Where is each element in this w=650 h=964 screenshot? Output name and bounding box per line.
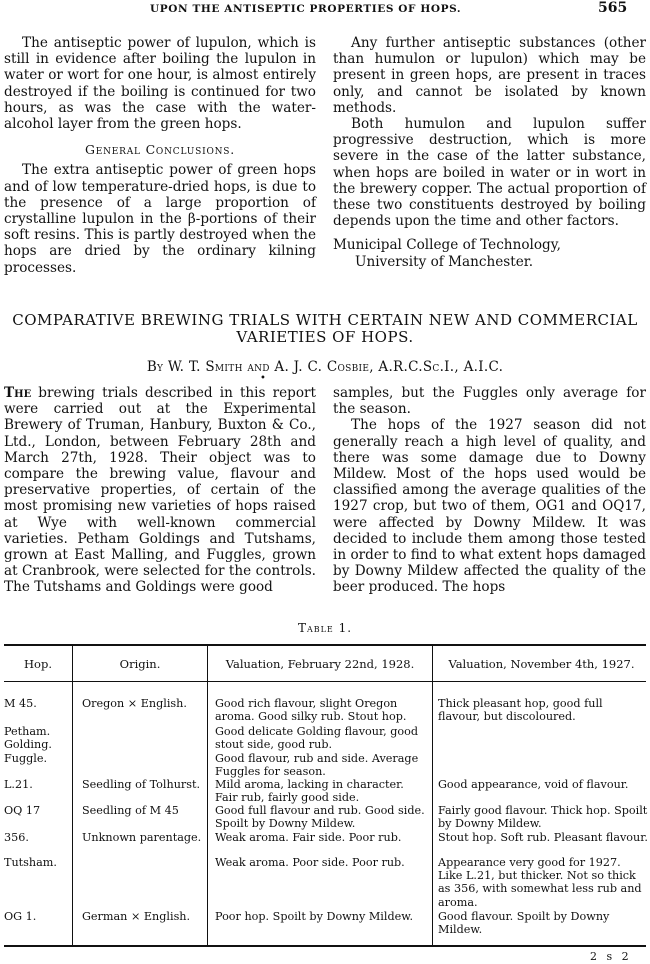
cell-valuation-feb: Good rich flavour, slight Oregon aroma. Good silky rub. Stout hop. [215,697,407,724]
lupulon-paragraph: The antiseptic power of lupulon, which is still in evidence after boiling the lupulon in water or wort for one hour, is almost entirely destroyed if the boiling is continued for two hours, as was the case with the water-alcohol layer from the green hops. [4,35,316,133]
cell-valuation-nov: Good flavour. Spoilt by Downy Mildew. [438,910,610,937]
article-left-column [4,385,316,596]
table-bottom-rule [4,945,646,947]
intro-paragraph: The brewing trials described in this report were carried out at the Experimental Brewery of Truman, Hanbury, Buxton & Co., Ltd., London, between February 28th and March 27th, 1928. Their object was to compare the brewing value, flavour and preservative properties, of certain of the most promising new varieties of hops raised at Wye with well-known commercial varieties. Petham Goldings and Tutshams, grown at East Malling, and Fuggles, grown at Cranbrook, were selected for the controls. The Tutshams and Goldings were good [4,385,316,596]
cell-hop: OG 1. [4,910,37,923]
cell-hop: Tutsham. [4,856,57,869]
cell-valuation-nov: Thick pleasant hop, good full flavour, but discoloured. [438,697,603,724]
cell-origin: Oregon × English. [82,697,187,710]
cell-hop: 356. [4,831,29,844]
cell-hop: Petham. Golding. [4,725,52,752]
section-heading: General Conclusions. [84,142,236,158]
article-right-column [333,385,646,596]
cell-valuation-feb: Good delicate Golding flavour, good stout side, good rub. [215,725,419,752]
destruction-paragraph: Both humulon and lupulon suffer progressive destruction, which is more severe in the case of the latter substance, when hops are boiled in water or in wort in the brewery copper. The actual proportion of these two constituents destroyed by boiling depends upon the time and other factors. [333,116,646,230]
cell-valuation-nov: Appearance very good for 1927. Like L.21, but thicker. Not so thick as 356, with somewhat less rub and aroma. [438,856,642,909]
header-valuation-feb: Valuation, February 22nd, 1928. [225,657,415,671]
header-origin: Origin. [119,657,161,671]
column-divider [207,645,208,945]
page-number: 565 [598,0,628,16]
cell-hop: L.21. [4,778,33,791]
table-title: Table 1. [297,621,353,635]
cell-valuation-nov: Good appearance, void of flavour. [438,778,629,791]
print-dot: • [260,373,266,384]
table-top-rule [4,644,646,646]
lead-word: The [4,385,32,401]
cell-hop: Fuggle. [4,752,48,765]
signature-mark: 2 s 2 [590,950,632,963]
antiseptic-substances-paragraph: Any further antiseptic substances (other than humulon or lupulon) which may be present in green hops, are present in traces only, and cannot be isolated by known methods. [333,35,646,116]
table-header-rule [4,681,646,682]
cell-valuation-feb: Mild aroma, lacking in character. Fair rub, fairly good side. [215,778,404,805]
cell-valuation-feb: Weak aroma. Fair side. Poor rub. [215,831,402,844]
column-divider [432,645,433,945]
cell-valuation-feb: Good full flavour and rub. Good side. Spoilt by Downy Mildew. [215,804,425,831]
header-valuation-nov: Valuation, November 4th, 1927. [448,657,635,671]
header-hop: Hop. [24,657,52,671]
samples-paragraph: samples, but the Fuggles only average for the season. [333,385,646,418]
conclusion-paragraph: The extra antiseptic power of green hops and of low temperature-dried hops, is due to the presence of a large proportion of crystalline lupulon in the β-portions of their soft resins. This is partly destroyed when the hops are dried by the ordinary kilning processes. [4,162,316,276]
prev-article-right-column [333,35,646,270]
affiliation-line-1: Municipal College of Technology, [333,237,561,254]
cell-valuation-feb: Weak aroma. Poor side. Poor rub. [215,856,405,869]
cell-valuation-nov: Fairly good flavour. Thick hop. Spoilt by Downy Mildew. [438,804,648,831]
prev-article-left-column [4,35,316,276]
cell-origin: Seedling of Tolhurst. [82,778,201,791]
running-title: UPON THE ANTISEPTIC PROPERTIES OF HOPS. [150,3,462,15]
cell-origin: Unknown parentage. [82,831,202,844]
cell-valuation-feb: Poor hop. Spoilt by Downy Mildew. [215,910,414,923]
cell-valuation-feb: Good flavour, rub and side. Average Fuggles for season. [215,752,419,779]
season-paragraph: The hops of the 1927 season did not generally reach a high level of quality, and there was some damage due to Downy Mildew. Most of the hops used would be classified among the average qualities of the 1927 crop, but two of them, OG1 and OQ17, were affected by Downy Mildew. It was decided to include them among those tested in order to find to what extent hops damaged by Downy Mildew affected the quality of the beer produced. The hops [333,417,646,596]
cell-hop: M 45. [4,697,37,710]
affiliation-line-2: University of Manchester. [355,253,534,270]
cell-origin: German × English. [82,910,191,923]
article-title: COMPARATIVE BREWING TRIALS WITH CERTAIN NEW AND COMMERCIAL VARIETIES OF HOPS. [12,311,638,346]
cell-origin: Seedling of M 45 [82,804,179,817]
cell-valuation-nov: Stout hop. Soft rub. Pleasant flavour. [438,831,648,844]
column-divider [72,645,73,945]
article-byline: By W. T. Smith and A. J. C. Cosbie, A.R.C.Sc.I., A.I.C. [146,359,504,375]
cell-hop: OQ 17 [4,804,41,817]
